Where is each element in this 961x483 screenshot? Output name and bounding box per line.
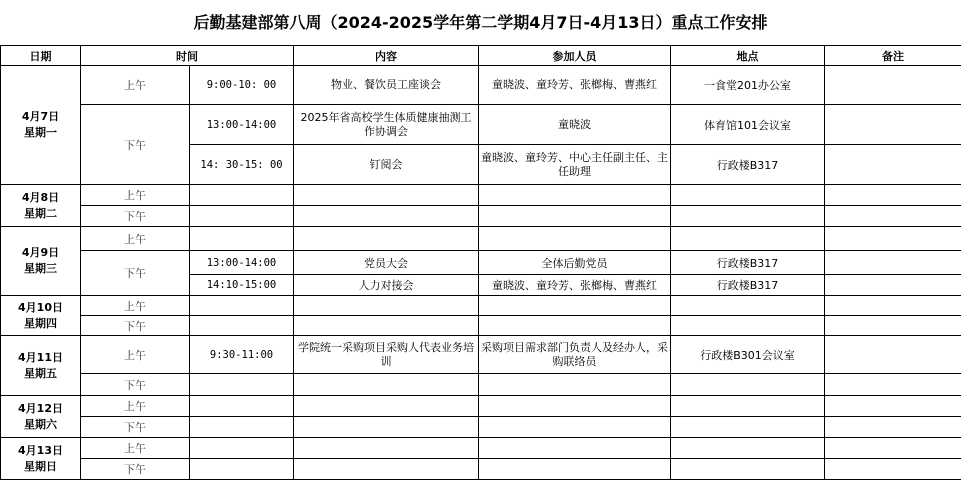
table-row — [1, 66, 961, 105]
content-cell: 人力对接会 — [294, 275, 479, 296]
content-cell — [294, 316, 479, 336]
date-label: 4月10日 — [18, 300, 63, 314]
content-cell: 物业、餐饮员工座谈会 — [294, 66, 479, 105]
notes-cell — [825, 316, 961, 336]
time-cell — [190, 296, 294, 316]
content-cell — [294, 185, 479, 206]
notes-cell — [825, 251, 961, 275]
participants-cell — [479, 438, 671, 459]
notes-cell — [825, 374, 961, 396]
page-title: 后勤基建部第八周（2024-2025学年第二学期4月7日-4月13日）重点工作安排 — [193, 13, 768, 32]
date-cell — [1, 396, 81, 438]
notes-cell — [825, 185, 961, 206]
time-cell — [190, 396, 294, 417]
date-cell — [1, 296, 81, 336]
period-am: 上午 — [81, 185, 190, 206]
location-cell — [671, 417, 825, 438]
header-location: 地点 — [671, 46, 825, 66]
period-am: 上午 — [81, 336, 190, 374]
participants-cell: 童晓波、童玲芳、中心主任副主任、主任助理 — [479, 145, 671, 185]
header-time: 时间 — [81, 46, 294, 66]
location-cell: 一食堂201办公室 — [671, 66, 825, 105]
participants-cell — [479, 459, 671, 480]
date-label: 4月13日 — [18, 443, 63, 457]
content-cell: 2025年省高校学生体质健康抽测工作协调会 — [294, 105, 479, 145]
participants-cell — [479, 374, 671, 396]
period-pm: 下午 — [81, 316, 190, 336]
date-label: 4月11日 — [18, 350, 63, 364]
period-am: 上午 — [81, 438, 190, 459]
content-cell — [294, 206, 479, 227]
period-pm: 下午 — [81, 206, 190, 227]
content-cell — [294, 438, 479, 459]
table-row — [1, 206, 961, 227]
location-cell — [671, 374, 825, 396]
notes-cell — [825, 296, 961, 316]
time-cell — [190, 438, 294, 459]
location-cell — [671, 396, 825, 417]
participants-cell — [479, 227, 671, 251]
time-cell — [190, 316, 294, 336]
time-cell — [190, 417, 294, 438]
header-date: 日期 — [1, 46, 81, 66]
notes-cell — [825, 227, 961, 251]
participants-cell — [479, 185, 671, 206]
header-row — [1, 46, 961, 66]
table-row — [1, 227, 961, 251]
date-label: 4月7日 — [21, 110, 60, 123]
weekday-label: 星期五 — [24, 366, 57, 380]
schedule-table — [0, 45, 961, 480]
content-cell — [294, 396, 479, 417]
date-label: 4月9日 — [21, 246, 60, 259]
date-cell — [1, 336, 81, 396]
content-cell — [294, 296, 479, 316]
table-row — [1, 396, 961, 417]
table-row — [1, 417, 961, 438]
header-content: 内容 — [294, 46, 479, 66]
period-pm: 下午 — [81, 459, 190, 480]
content-cell: 党员大会 — [294, 251, 479, 275]
content-cell — [294, 417, 479, 438]
participants-cell — [479, 206, 671, 227]
weekday-label: 星期六 — [24, 417, 57, 431]
date-cell — [1, 227, 81, 296]
table-row — [1, 296, 961, 316]
table-row — [1, 316, 961, 336]
period-pm: 下午 — [81, 251, 190, 296]
date-cell — [1, 66, 81, 185]
time-cell: 13:00-14:00 — [190, 251, 294, 275]
content-cell: 钉阅会 — [294, 145, 479, 185]
participants-cell: 童晓波、童玲芳、张榔梅、曹燕红 — [479, 66, 671, 105]
notes-cell — [825, 459, 961, 480]
weekday-label: 星期四 — [24, 316, 57, 330]
location-cell: 行政楼B317 — [671, 145, 825, 185]
location-cell — [671, 459, 825, 480]
date-label: 4月8日 — [21, 190, 60, 204]
participants-cell: 童晓波、童玲芳、张榔梅、曹燕红 — [479, 275, 671, 296]
participants-cell — [479, 316, 671, 336]
content-cell — [294, 227, 479, 251]
time-cell — [190, 374, 294, 396]
header-notes: 备注 — [825, 46, 961, 66]
notes-cell — [825, 275, 961, 296]
participants-cell: 采购项目需求部门负责人及经办人，采购联络员 — [479, 336, 671, 374]
time-cell: 9:30-11:00 — [190, 336, 294, 374]
notes-cell — [825, 417, 961, 438]
table-row — [1, 251, 961, 275]
notes-cell — [825, 66, 961, 105]
participants-cell — [479, 396, 671, 417]
participants-cell: 全体后勤党员 — [479, 251, 671, 275]
period-pm: 下午 — [81, 105, 190, 185]
notes-cell — [825, 105, 961, 145]
time-cell: 9:00-10: 00 — [190, 66, 294, 105]
time-cell: 14: 30-15: 00 — [190, 145, 294, 185]
time-cell: 14:10-15:00 — [190, 275, 294, 296]
table-row — [1, 459, 961, 480]
notes-cell — [825, 145, 961, 185]
location-cell — [671, 227, 825, 251]
date-cell — [1, 185, 81, 227]
notes-cell — [825, 336, 961, 374]
time-cell — [190, 185, 294, 206]
notes-cell — [825, 396, 961, 417]
period-am: 上午 — [81, 296, 190, 316]
date-cell — [1, 438, 81, 480]
weekday-label: 星期三 — [24, 262, 57, 275]
location-cell: 体育馆101会议室 — [671, 105, 825, 145]
location-cell: 行政楼B317 — [671, 275, 825, 296]
period-am: 上午 — [81, 66, 190, 105]
notes-cell — [825, 206, 961, 227]
period-am: 上午 — [81, 227, 190, 251]
location-cell — [671, 438, 825, 459]
content-cell — [294, 374, 479, 396]
period-pm: 下午 — [81, 374, 190, 396]
location-cell: 行政楼B317 — [671, 251, 825, 275]
location-cell — [671, 206, 825, 227]
time-cell — [190, 227, 294, 251]
weekday-label: 星期二 — [24, 206, 57, 220]
location-cell: 行政楼B301会议室 — [671, 336, 825, 374]
weekday-label: 星期一 — [24, 126, 57, 139]
location-cell — [671, 316, 825, 336]
participants-cell — [479, 296, 671, 316]
weekday-label: 星期日 — [24, 459, 57, 473]
table-row — [1, 336, 961, 374]
location-cell — [671, 296, 825, 316]
time-cell — [190, 459, 294, 480]
location-cell — [671, 185, 825, 206]
notes-cell — [825, 438, 961, 459]
table-row — [1, 185, 961, 206]
participants-cell — [479, 417, 671, 438]
content-cell: 学院统一采购项目采购人代表业务培训 — [294, 336, 479, 374]
table-row — [1, 438, 961, 459]
date-label: 4月12日 — [18, 401, 63, 415]
time-cell — [190, 206, 294, 227]
table-row — [1, 105, 961, 145]
period-pm: 下午 — [81, 417, 190, 438]
header-participants: 参加人员 — [479, 46, 671, 66]
content-cell — [294, 459, 479, 480]
table-row — [1, 374, 961, 396]
participants-cell: 童晓波 — [479, 105, 671, 145]
time-cell: 13:00-14:00 — [190, 105, 294, 145]
period-am: 上午 — [81, 396, 190, 417]
